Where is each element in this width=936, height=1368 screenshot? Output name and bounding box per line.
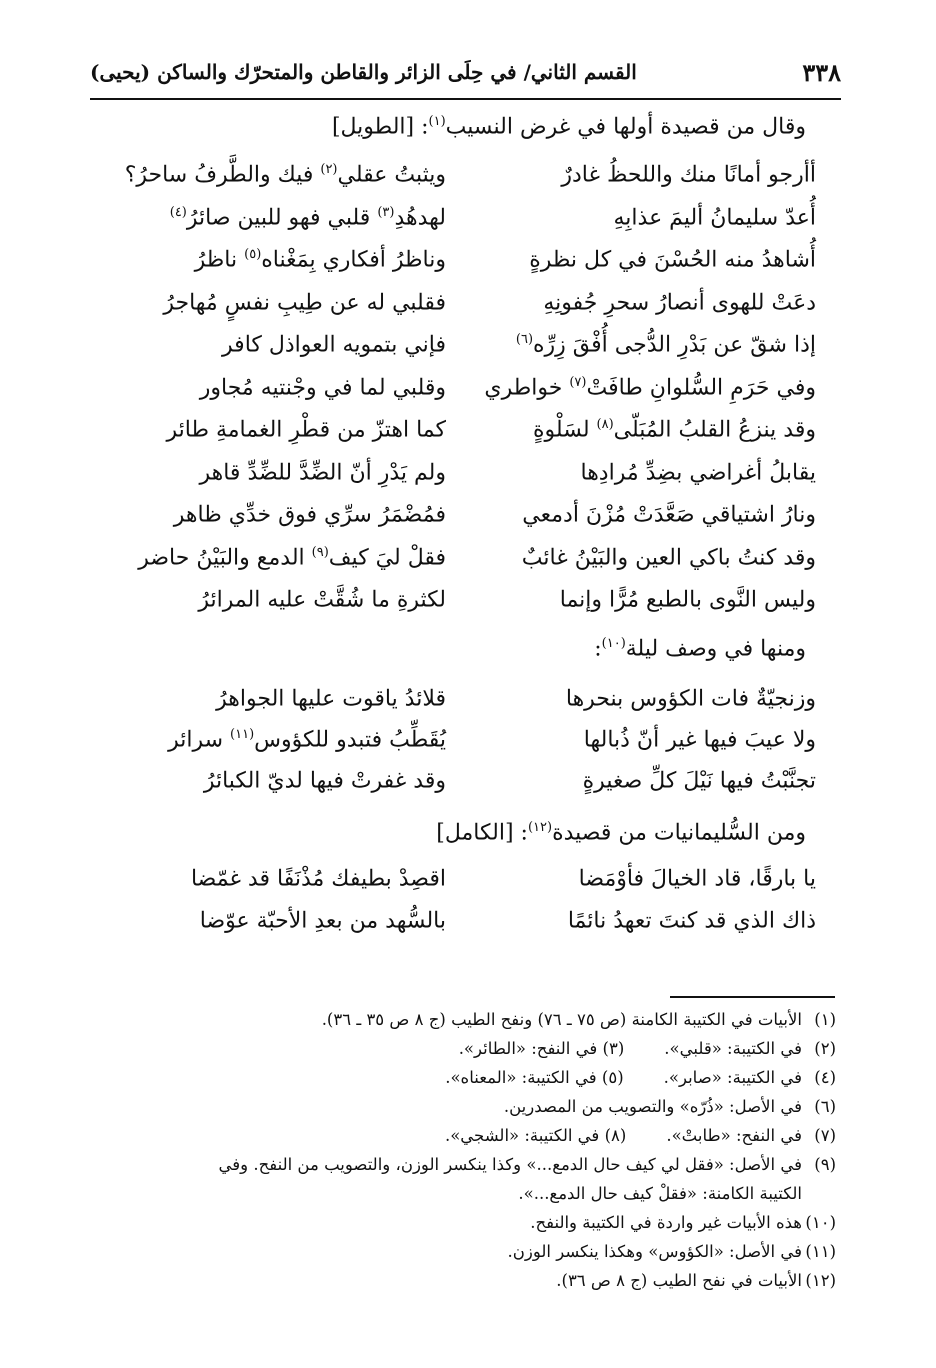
verse-line	[100, 332, 816, 374]
second-hemistich: فقلْ ليَ كيف$^{(٩)}$ الدمع والبَيْنُ حاضر	[138, 544, 446, 570]
second-hemistich: وناظرُ أفكاري بِمَغْناه$^{(٥)}$ ناظرُ	[194, 247, 446, 273]
first-hemistich: وقد ينزعُ القلبُ المُبَلّى$^{(٨)}$ لسَلْوةٍ	[533, 417, 816, 443]
footnote-9: (٩)في الأصل: «فقل لي كيف حال الدمع...» وكذا ينكسر الوزن، والتصويب من النفح. وفي	[218, 1155, 836, 1174]
second-hemistich: قلائدُ ياقوت عليها الجواهرُ	[216, 686, 446, 712]
verse-line	[100, 247, 816, 289]
running-header	[90, 52, 841, 100]
first-hemistich: ونارُ اشتياقي صَعَّدَتْ مُزْنَ أدمعي	[522, 502, 816, 528]
verse-line	[100, 908, 816, 950]
verse-line	[100, 205, 816, 247]
intro-line-3: ومن السُّليمانيات من قصيدة$^{(١٢)}$: [الكامل]	[436, 820, 806, 846]
footnote-10: (١٠)هذه الأبيات غير واردة في الكتيبة والنفح.	[530, 1213, 836, 1232]
second-hemistich: فإني بتمويه العواذل كافر	[222, 332, 446, 358]
second-hemistich: لكثرةِ ما شُقَّتْ عليه المرائرُ	[198, 587, 446, 613]
first-hemistich: تجنَّبْتُ فيها نَيْلَ كلِّ صغيرةٍ	[582, 768, 816, 794]
first-hemistich: يا بارقًا، قاد الخيالَ فأوْمَضا	[578, 866, 816, 892]
verse-line	[100, 502, 816, 544]
second-hemistich: لهدهُدِ$^{(٣)}$ قلبي فهو للبين صائرُ$^{(٤)}$	[169, 204, 446, 230]
footnote-9-continued: الكتيبة الكامنة: «فقلْ كيف حال الدمع...».	[518, 1184, 802, 1203]
verse-line	[100, 545, 816, 587]
second-hemistich: اقصِدْ بطيفك مُذْنَفًا قد غمّضا	[190, 866, 446, 892]
first-hemistich: إذا شقّ عن بَدْرِ الدُّجى أُفْقَ زِرِّه$^{(٦)}$	[515, 332, 816, 358]
running-title: القسم الثاني/ في حِلَى الزائر والقاطن والمتحرّك والساكن (يحيى)	[90, 60, 637, 84]
verse-line	[100, 375, 816, 417]
second-hemistich: ولم يَدْرِ أنّ الضِّدَّ للضِّدِّ قاهر	[199, 459, 446, 485]
verse-line	[100, 290, 816, 332]
first-hemistich: ذاك الذي قد كنتَ تعهدُ نائمًا	[567, 908, 816, 934]
intro-line-2: ومنها في وصف ليلة$^{(١٠)}$:	[594, 636, 806, 662]
footnote-2-3: (٢)في الكتيبة: «قلبي».(٣) في النفح: «الطائر».	[458, 1039, 836, 1058]
first-hemistich: وفي حَرَمِ السُّلوانِ طافَتْ$^{(٧)}$ خواطري	[484, 374, 816, 400]
verse-line	[100, 460, 816, 502]
second-hemistich: يُقَطِّبُ فتبدو للكؤوس$^{(١١)}$ سرائر	[168, 727, 446, 753]
verse-line	[100, 727, 816, 769]
second-hemistich: فقلبي له عن طِيبِ نفسٍ مُهاجرُ	[163, 289, 446, 315]
second-hemistich: كما اهتزّ من قطْرِ الغمامةِ طائر	[166, 417, 446, 443]
verse-line	[100, 686, 816, 728]
footnote-7-8: (٧)في النفح: «طابتْ».(٨) في الكتيبة: «الشجي».	[444, 1126, 836, 1145]
second-hemistich: ويثبتُ عقلي$^{(٢)}$ فيك والطَّرفُ ساحرُ؟	[124, 162, 446, 188]
footnote-rule	[670, 996, 835, 998]
first-hemistich: أُعدّ سليمانُ أليمَ عذابِهِ	[613, 204, 816, 230]
verse-line	[100, 866, 816, 908]
verse-line	[100, 768, 816, 810]
second-hemistich: وقلبي لما في وجْنتيه مُجاور	[199, 374, 446, 400]
footnote-12: (١٢)الأبيات في نفح الطيب (ج ٨ ص ٣٦).	[556, 1271, 836, 1290]
verse-line	[100, 587, 816, 629]
first-hemistich: وزنجيّةٌ فات الكؤوس بنحرها	[565, 686, 816, 712]
footnote-4-5: (٤)في الكتيبة: «صابر».(٥) في الكتيبة: «المعناه».	[445, 1068, 836, 1087]
first-hemistich: دعَتْ للهوى أنصارُ سحرِ جُفونِهِ	[543, 289, 816, 315]
footnote-11: (١١)في الأصل: «الكؤوس» وهكذا ينكسر الوزن.	[507, 1242, 836, 1261]
footnote-1: (١)الأبيات في الكتيبة الكامنة (ص ٧٥ ـ ٧٦) ونفح الطيب (ج ٨ ص ٣٥ ـ ٣٦).	[321, 1010, 836, 1029]
footnote-6: (٦)في الأصل: «ذُرّه» والتصويب من المصدرين.	[503, 1097, 836, 1116]
first-hemistich: يقابلُ أغراضي بضِدِّ مُرادِها	[580, 459, 816, 485]
first-hemistich: أُشاهدُ منه الحُسْنَ في كل نظرةٍ	[529, 247, 816, 273]
second-hemistich: فمُضْمَرُ سرِّي فوق خدِّي ظاهر	[173, 502, 446, 528]
page-number: ٣٣٨	[802, 58, 841, 87]
intro-line-1: وقال من قصيدة أولها في غرض النسيب$^{(١)}$: [الطويل]	[331, 114, 806, 140]
second-hemistich: بالسُّهد من بعدِ الأحبّة عوّضا	[199, 908, 446, 934]
first-hemistich: ولا عيبَ فيها غير أنّ ذُبالها	[583, 727, 816, 753]
second-hemistich: وقد غفرتْ فيها لديّ الكبائرُ	[203, 768, 446, 794]
first-hemistich: وليس النَّوى بالطبع مُرًّا وإنما	[559, 587, 816, 613]
first-hemistich: أأرجو أمانًا منك واللحظُ غادرٌ	[561, 162, 816, 188]
verse-line	[100, 417, 816, 459]
verse-line	[100, 162, 816, 204]
first-hemistich: وقد كنتُ باكي العين والبَيْنُ غائبٌ	[521, 544, 816, 570]
